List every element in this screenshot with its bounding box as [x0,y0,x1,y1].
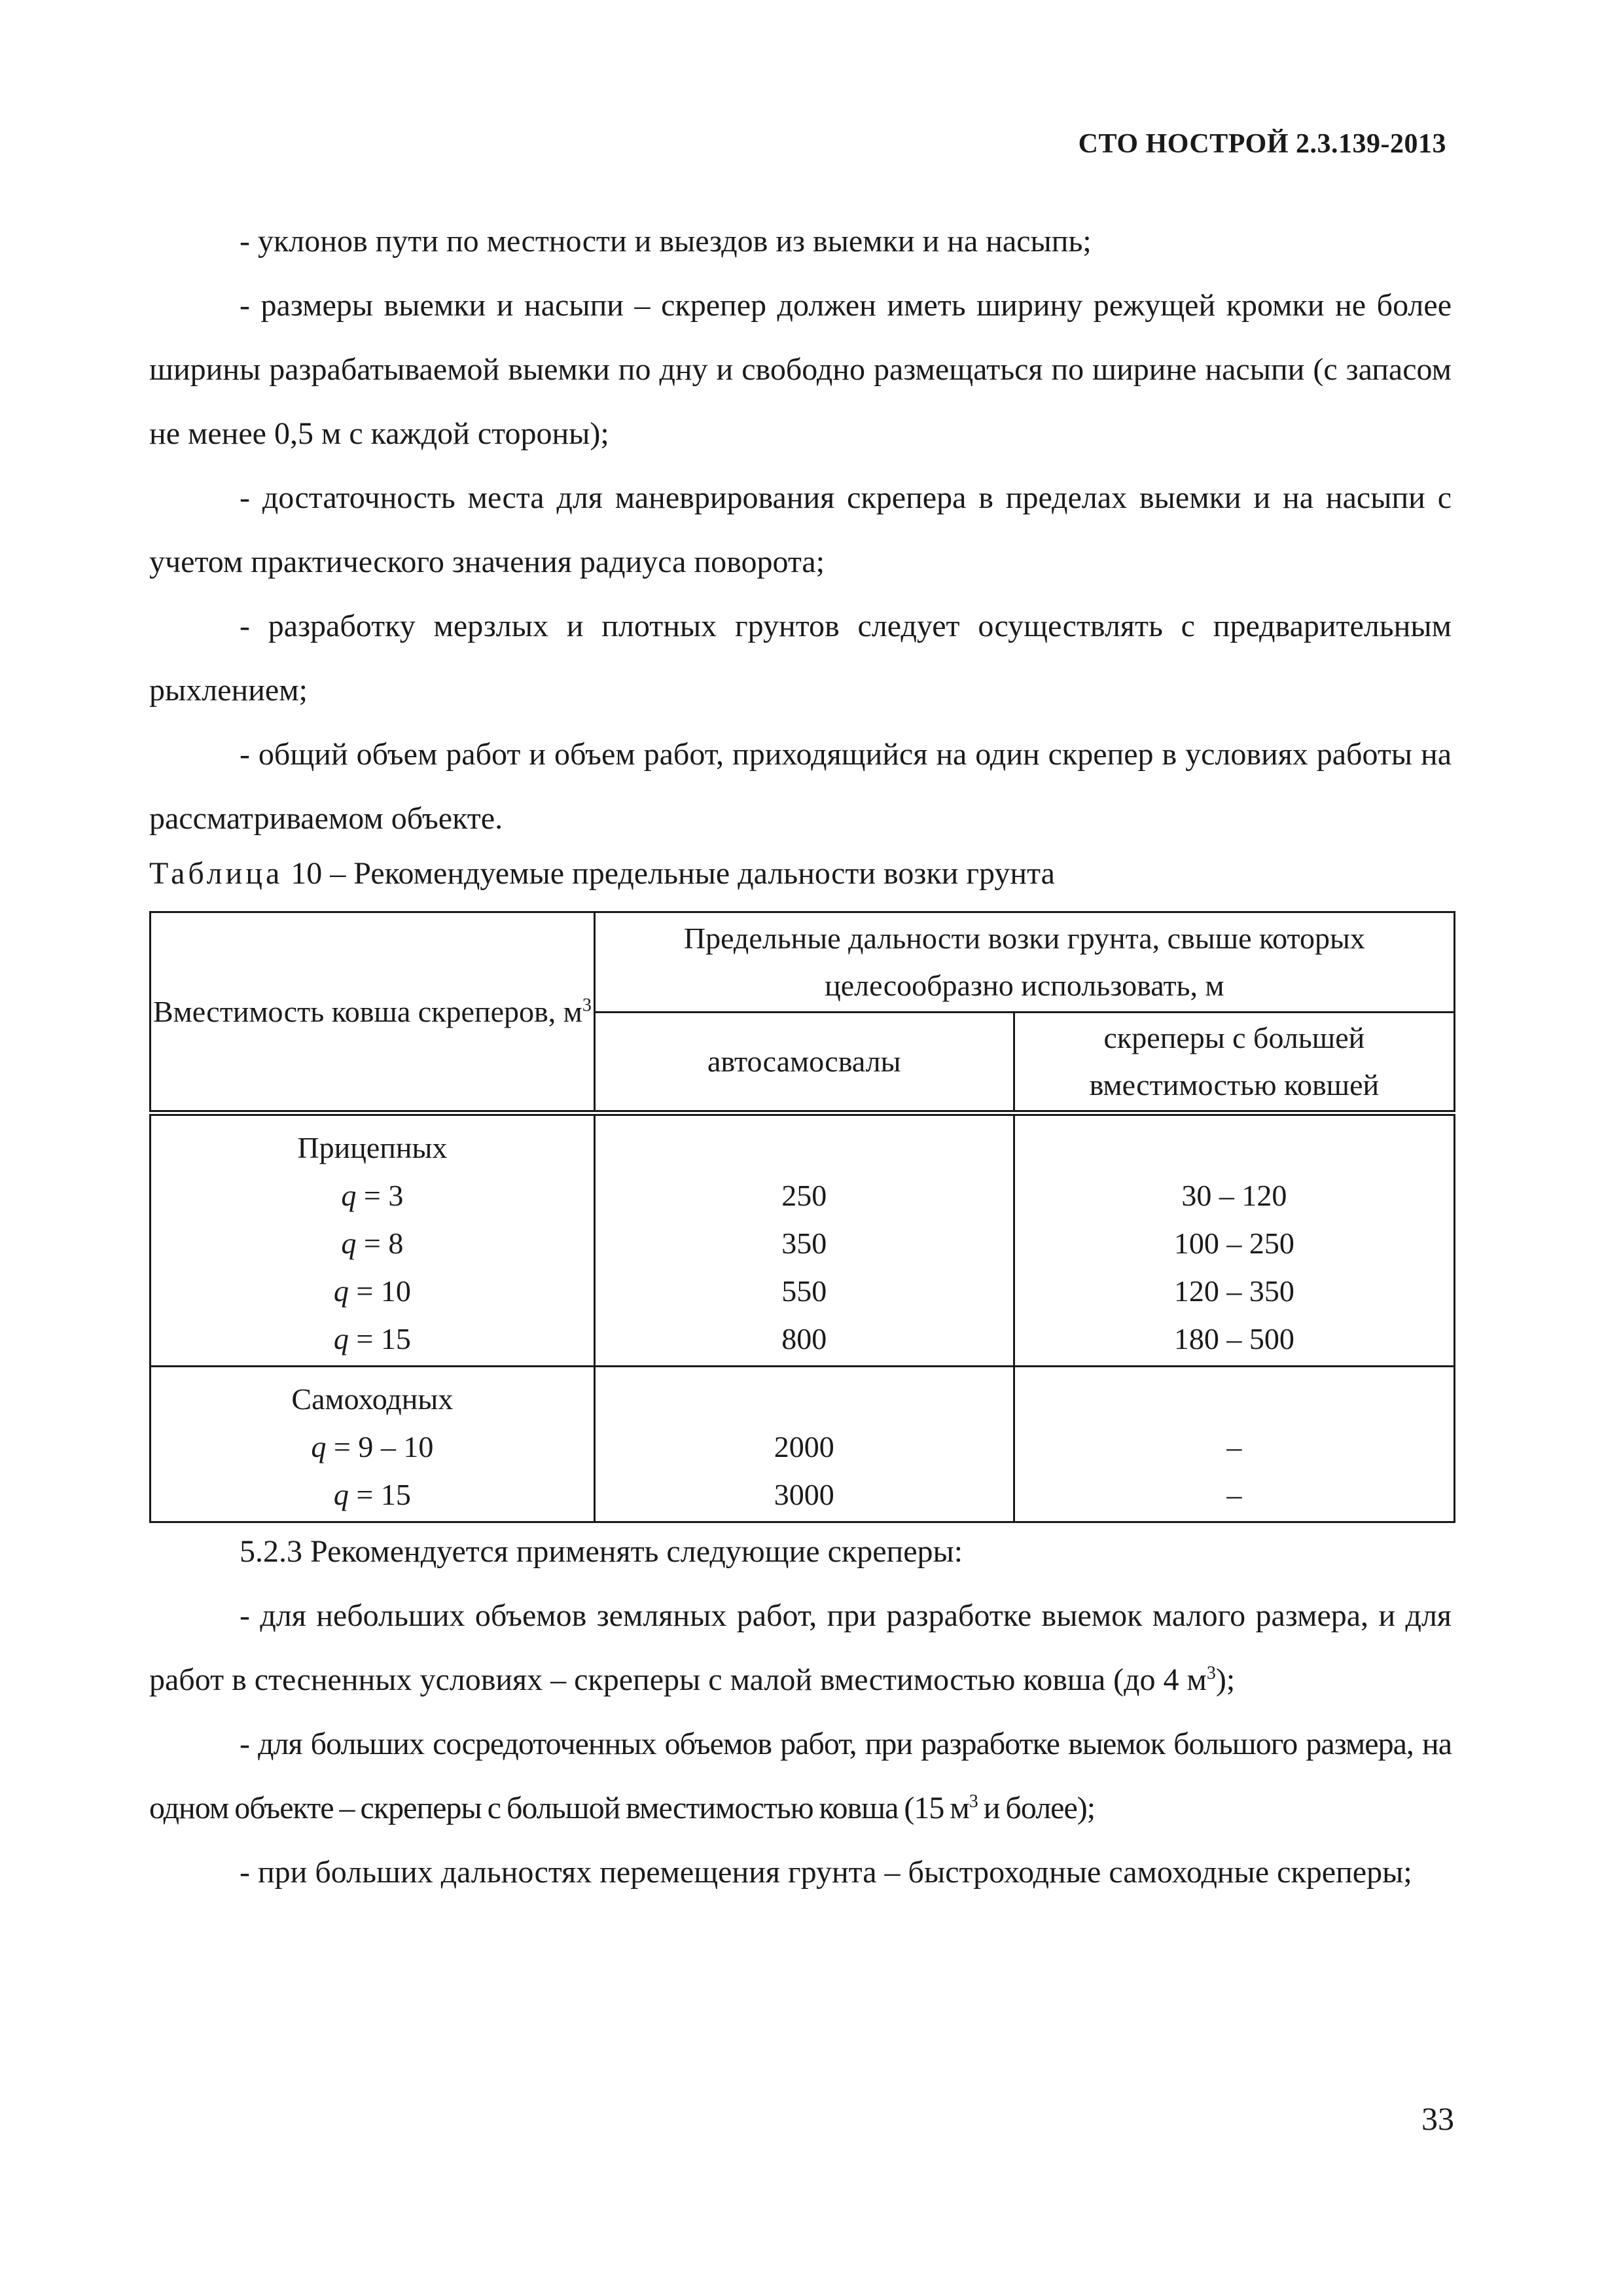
cell-scrapers: 30 – 120 100 – 250 120 – 350 180 – 500 [1014,1113,1454,1367]
cell-capacity: Прицепных q = 3 q = 8 q = 10 q = 15 [151,1113,595,1367]
header-bucket-capacity: Вместимость ковша скреперов, $м^3$ [151,912,595,1113]
document-header: СТО НОСТРОЙ 2.3.139-2013 [1078,129,1446,159]
table-caption [149,854,1055,893]
paragraph: - при больших дальностях перемещения грунта – быстроходные самоходные скреперы; [240,1855,1412,1890]
paragraph: - для небольших объемов земляных работ, при разработке выемок малого размера, и для работ в стесненных условиях – скреперы с малой вместимостью ковша (до 4 $м^3$); [149,1598,1452,1697]
cell-trucks: 250 350 550 800 [594,1113,1014,1367]
table-caption-text: 10 – Рекомендуемые предельные дальности возки грунта [291,856,1055,891]
paragraph: - достаточность места для маневрирования скрепера в пределах выемки и на насыпи с учетом практического значения радиуса поворота; [149,480,1452,579]
cell-trucks: 2000 3000 [594,1367,1014,1522]
header-large-scrapers: скреперы с большей вместимостью ковшей [1014,1013,1454,1113]
haul-distance-table [149,911,1455,1523]
paragraph: - разработку мерзлых и плотных грунтов следует осуществлять с предварительным рыхлением; [149,609,1452,708]
top-paragraphs [149,209,1452,851]
paragraph: - для больших сосредоточенных объемов работ, при разработке выемок большого размера, на одном объекте – скреперы с большой вместимостью ковша (15 $м^3$ и более); [149,1727,1452,1825]
table-row [151,1367,1455,1522]
table-row [151,1113,1455,1367]
paragraph: 5.2.3 Рекомендуется применять следующие скреперы: [240,1534,963,1569]
page-number: 33 [1421,2100,1454,2137]
cell-capacity: Самоходных q = 9 – 10 q = 15 [151,1367,595,1522]
paragraph: - общий объем работ и объем работ, приходящийся на один скрепер в условиях работы на рассматриваемом объекте. [149,737,1452,836]
header-dump-trucks: автосамосвалы [594,1013,1014,1113]
paragraph: - уклонов пути по местности и выездов из выемки и на насыпь; [240,224,1092,259]
paragraph: - размеры выемки и насыпи – скрепер должен иметь ширину режущей кромки не более ширины разрабатываемой выемки по дну и свободно размещаться по ширине насыпи (с запасом не менее 0,5 м с каждой стороны); [149,288,1452,451]
cell-scrapers: – – [1014,1367,1454,1522]
table-caption-label: Таблица [149,856,283,891]
bottom-paragraphs [149,1520,1452,1905]
header-group-distances: Предельные дальности возки грунта, свыше которых целесообразно использовать, м [594,912,1454,1013]
